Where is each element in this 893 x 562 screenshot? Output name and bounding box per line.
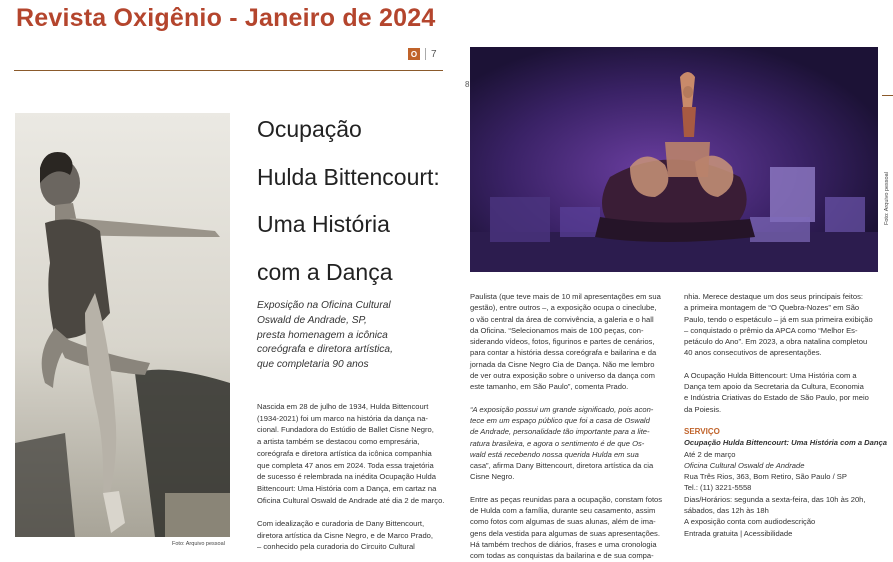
paragraph-gap: [684, 359, 880, 370]
body-line: Há também trechos de diários, frases e uma cronologia: [470, 539, 657, 549]
body-line: siderando vídeos, fotos, figurinos e partes de cenários,: [470, 337, 655, 347]
body-line: Oficina Cultural Oswald de Andrade até dia 2 de março.: [257, 495, 445, 505]
subtitle-line: Exposição na Oficina Cultural: [257, 300, 391, 311]
subtitle-line: Oswald de Andrade, SP,: [257, 314, 367, 326]
title-line: Hulda Bittencourt:: [257, 163, 440, 190]
photo-credit-left: Foto: Arquivo pessoal: [172, 541, 225, 547]
body-line: Com idealização e curadoria de Dany Bittencourt,: [257, 518, 425, 528]
body-line: Paulista (que teve mais de 10 mil apresentações em sua: [470, 292, 661, 301]
folio-badge: O: [408, 48, 420, 60]
body-line: diretora artística da Cisne Negro, e de Marco Prado,: [257, 530, 434, 540]
body-line: nhia. Merece destaque um dos seus principais feitos:: [684, 292, 863, 301]
body-line: cional. Fundadora do Estúdio de Ballet Cisne Negro,: [257, 425, 434, 435]
servico-line: Entrada gratuita | Acessibilidade: [684, 528, 793, 538]
column-1: [470, 291, 666, 562]
body-line: Dança tem apoio da Secretaria da Cultura, Economia: [684, 382, 864, 392]
servico-line: sábados, das 12h às 18h: [684, 506, 769, 516]
quote-line: wald está recebendo nossa querida Hulda em sua: [470, 449, 639, 459]
title-line: Uma História: [257, 211, 390, 237]
body-line: Entre as peças reunidas para a ocupação, constam fotos: [470, 494, 663, 504]
body-line: petáculo do Ano”. Em 2023, a obra natalina completou: [684, 337, 868, 347]
body-line: da Oficina. “Selecionamos mais de 100 peças, con-: [470, 325, 644, 335]
body-line: (1934-2021) foi um marco na história da dança na-: [257, 413, 428, 423]
body-line: e Indústria Criativas do Estado de São Paulo, por meio: [684, 393, 869, 403]
folio-separator: [425, 48, 426, 60]
dancer-photo: [15, 113, 230, 537]
paragraph-gap: [470, 393, 666, 404]
body-line: – conhecido pela curadoria do Circuito Cultural: [257, 542, 415, 552]
masthead: Revista Oxigênio - Janeiro de 2024: [16, 4, 436, 32]
page-number-right: 8: [465, 80, 470, 89]
servico-line: Tel.: (11) 3221-5558: [684, 483, 752, 493]
paragraph-gap: [470, 483, 666, 494]
photo-credit-right: Foto: Arquivo pessoal: [884, 172, 890, 225]
body-line: que completa 47 anos em 2024. Toda essa trajetória: [257, 460, 434, 470]
servico-line: Oficina Cultural Oswald de Andrade: [684, 460, 805, 470]
subtitle-line: presta homenagem a icônica: [257, 329, 388, 341]
body-line: gens dela vestida para algumas de suas apresentações.: [470, 528, 660, 538]
body-line: de ver outra exposição sobre o universo da dança com: [470, 371, 655, 381]
body-line: jornada da Cisne Negro Cia de Dança. Não me lembro: [470, 359, 655, 369]
body-line: com todas as conquistas da bailarina e de sua compa-: [470, 551, 654, 561]
quote-line: ratura brasileira, e agora o sentimento é de que Os-: [470, 438, 645, 448]
article-subtitle: [257, 299, 442, 373]
body-line: o vão central da área de convivência, a galeria e o hall: [470, 314, 654, 324]
body-line: a artista também se destacou como empresária,: [257, 437, 420, 447]
body-line: a primeira montagem de “O Quebra-Nozes” em São: [684, 303, 860, 313]
body-line: – conquistado o prêmio da APCA como “Melhor Es-: [684, 325, 858, 335]
servico-line: Dias/Horários: segunda a sexta-feira, das 10h às 20h,: [684, 494, 866, 504]
servico-event: Ocupação Hulda Bittencourt: Uma História com a Dança: [684, 438, 887, 448]
servico-line: A exposição conta com audiodescrição: [684, 517, 816, 527]
servico-line: Rua Três Rios, 363, Bom Retiro, São Paulo / SP: [684, 472, 847, 482]
body-line: da Poiesis.: [684, 404, 722, 414]
body-line: este tamanho, em São Paulo”, comenta Prado.: [470, 382, 629, 392]
body-line: de Hulda com a família, durante seu casamento, assim: [470, 506, 656, 516]
body-line: 40 anos consecutivos de apresentações.: [684, 348, 822, 358]
article-title: [257, 106, 447, 296]
body-line: Bittencourt: Uma História com a Dança, em cartaz na: [257, 483, 437, 493]
rule-left: [14, 70, 443, 71]
body-line: gestão), entre outros –, a exposição ocupa o cineclube,: [470, 303, 657, 313]
body-line: Nascida em 28 de julho de 1934, Hulda Bittencourt: [257, 402, 429, 411]
quote-line: casa”, afirma Dany Bittencourt, diretora artística da cia: [470, 461, 654, 471]
paragraph-gap: [257, 506, 443, 518]
quote-line: “A exposição possui um grande significado, pois acon-: [470, 404, 654, 414]
body-line: como fotos com algumas de suas alunas, além de ima-: [470, 517, 656, 527]
paragraph-gap: [684, 415, 880, 426]
quote-line: de Andrade, personalidade tão importante para a lite-: [470, 427, 650, 437]
body-line: A Ocupação Hulda Bittencourt: Uma História com a: [684, 370, 857, 380]
rule-right: [882, 95, 893, 96]
quote-line: tece em um espaço público que foi a casa de Oswald: [470, 415, 650, 425]
subtitle-line: que completaria 90 anos: [257, 359, 369, 371]
body-line: Paulo, tendo o espetáculo – já em sua primeira exibição: [684, 314, 873, 324]
page-number-left: 7: [431, 48, 437, 60]
stage-photo: [470, 47, 878, 272]
column-2: [684, 291, 887, 539]
body-line: para contar a história dessa coreógrafa e bailarina e da: [470, 348, 657, 358]
body-left: [257, 401, 443, 553]
folio-left: [408, 48, 437, 60]
subtitle-line: coreógrafa e diretora artística,: [257, 344, 393, 356]
title-line: Ocupação: [257, 116, 362, 142]
body-line: coreógrafa e diretora artística da icônica companhia: [257, 448, 432, 458]
quote-line: Cisne Negro.: [470, 472, 515, 482]
servico-heading: SERVIÇO: [684, 426, 720, 436]
title-line: com a Dança: [257, 258, 393, 285]
servico-line: Até 2 de março: [684, 449, 736, 459]
body-line: de sucesso é relembrada na inédita Ocupação Hulda: [257, 472, 436, 482]
